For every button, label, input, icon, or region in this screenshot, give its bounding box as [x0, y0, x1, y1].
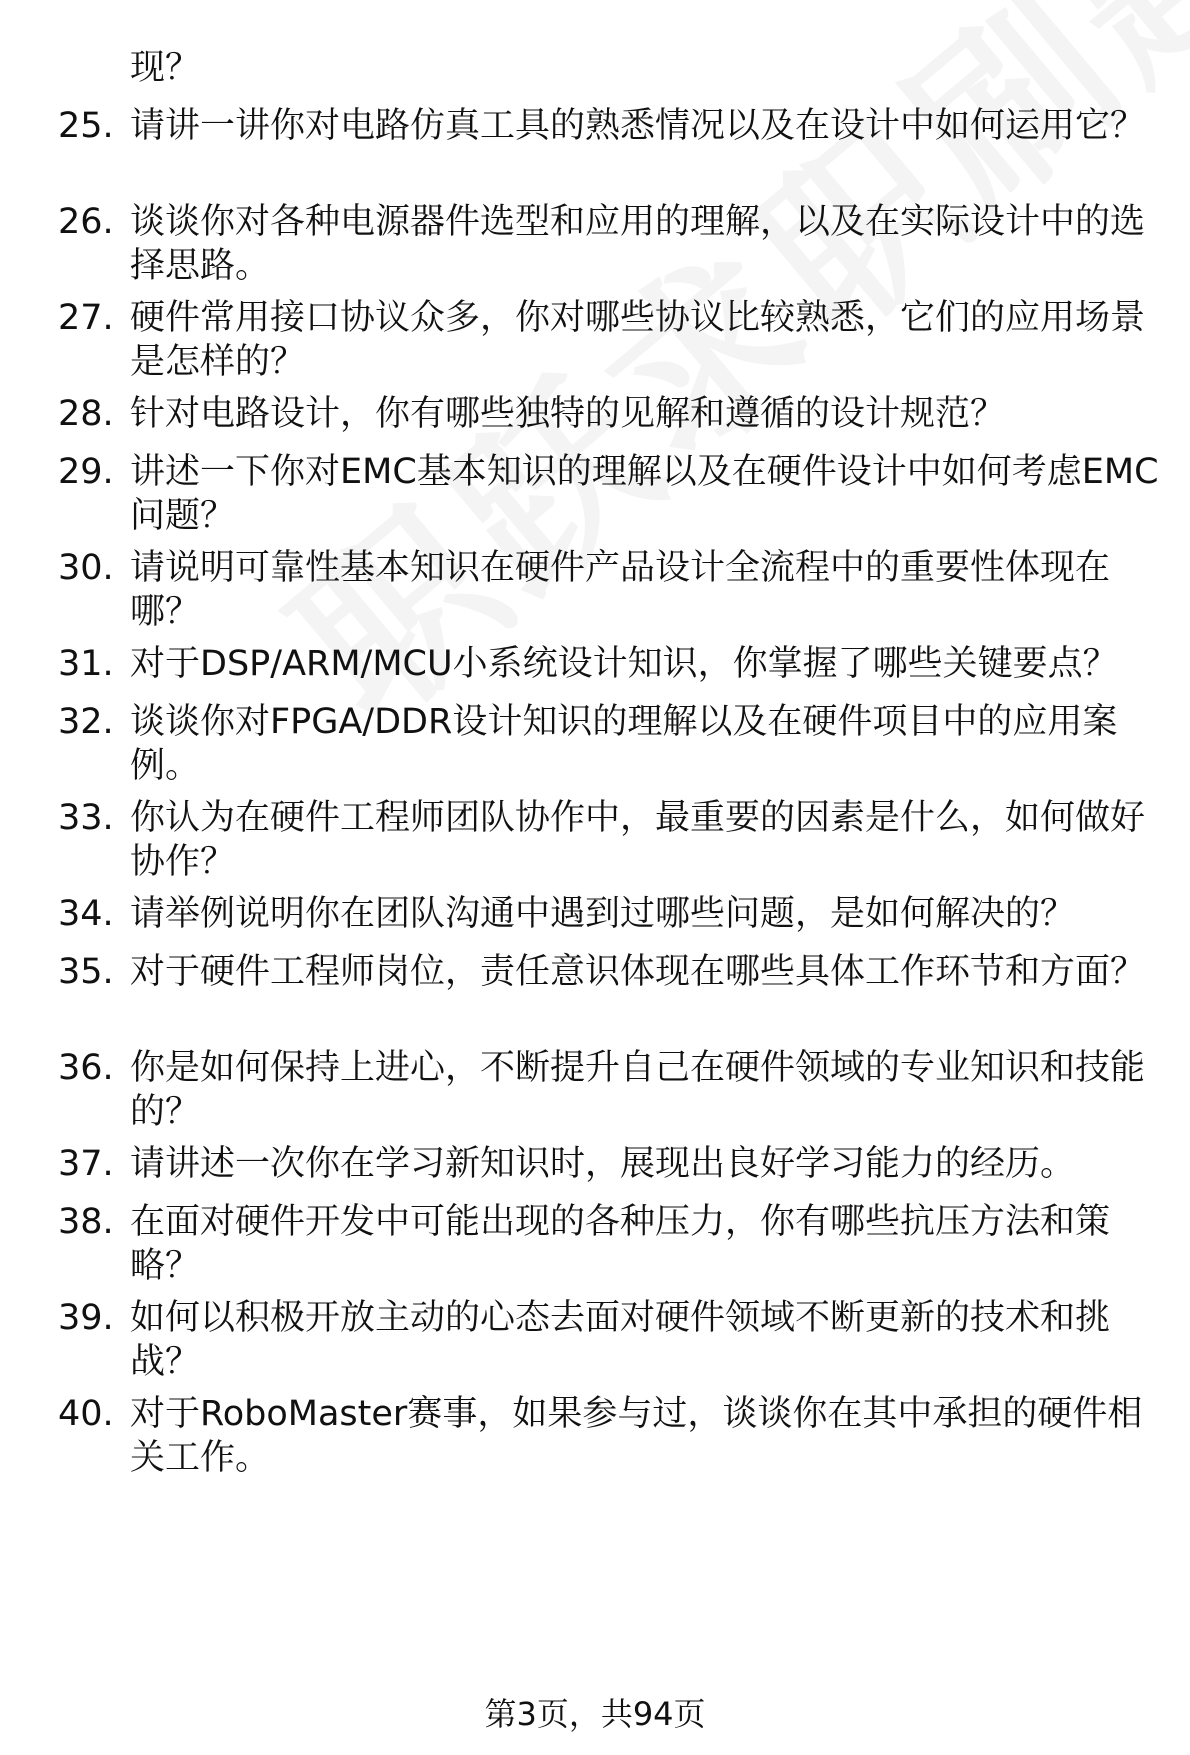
question-38: [58, 1200, 1168, 1288]
question-32: [58, 700, 1168, 788]
question-28: [58, 392, 1168, 436]
question-text: 你认为在硬件工程师团队协作中，最重要的因素是什么，如何做好协作？: [130, 798, 1146, 882]
question-text: 请讲一讲你对电路仿真工具的熟悉情况以及在设计中如何运用它？: [130, 106, 1146, 146]
question-number: 30.: [58, 548, 114, 588]
question-text: 对于RoboMaster赛事，如果参与过，谈谈你在其中承担的硬件相关工作。: [130, 1394, 1143, 1478]
question-25: [58, 104, 1168, 148]
question-number: 38.: [58, 1202, 114, 1242]
question-text: 请举例说明你在团队沟通中遇到过哪些问题，是如何解决的？: [130, 894, 1076, 934]
question-number: 31.: [58, 644, 114, 684]
question-number: 32.: [58, 702, 114, 742]
question-29: [58, 450, 1168, 538]
question-text: 针对电路设计，你有哪些独特的见解和遵循的设计规范？: [130, 394, 1006, 434]
question-number: 29.: [58, 452, 114, 492]
question-text: 对于DSP/ARM/MCU小系统设计知识，你掌握了哪些关键要点？: [130, 644, 1118, 684]
question-text: 在面对硬件开发中可能出现的各种压力，你有哪些抗压方法和策略？: [130, 1202, 1111, 1286]
question-number: 26.: [58, 202, 114, 242]
question-text: 讲述一下你对EMC基本知识的理解以及在硬件设计中如何考虑EMC问题？: [130, 452, 1159, 536]
question-text: 请说明可靠性基本知识在硬件产品设计全流程中的重要性体现在哪？: [130, 548, 1111, 632]
page-footer: 第3页，共94页: [484, 1695, 706, 1733]
question-31: [58, 642, 1168, 686]
question-number: 36.: [58, 1048, 114, 1088]
question-text: 请讲述一次你在学习新知识时，展现出良好学习能力的经历。: [130, 1144, 1076, 1184]
question-number: 28.: [58, 394, 114, 434]
question-number: 37.: [58, 1144, 114, 1184]
question-34: [58, 892, 1168, 936]
question-40: [58, 1392, 1168, 1480]
question-text: 谈谈你对FPGA/DDR设计知识的理解以及在硬件项目中的应用案例。: [130, 702, 1118, 786]
question-36: [58, 1046, 1168, 1134]
continuation-text: 现？: [130, 48, 201, 88]
question-27: [58, 296, 1168, 384]
question-text: 硬件常用接口协议众多，你对哪些协议比较熟悉，它们的应用场景是怎样的？: [130, 298, 1146, 382]
question-number: 34.: [58, 894, 114, 934]
question-number: 27.: [58, 298, 114, 338]
question-number: 35.: [58, 952, 114, 992]
question-number: 33.: [58, 798, 114, 838]
question-text: 你是如何保持上进心，不断提升自己在硬件领域的专业知识和技能的？: [130, 1048, 1146, 1132]
question-number: 25.: [58, 106, 114, 146]
question-number: 39.: [58, 1298, 114, 1338]
question-37: [58, 1142, 1168, 1186]
question-number: 40.: [58, 1394, 114, 1434]
question-26: [58, 200, 1168, 288]
question-35: [58, 950, 1168, 994]
question-30: [58, 546, 1168, 634]
question-33: [58, 796, 1168, 884]
question-text: 对于硬件工程师岗位，责任意识体现在哪些具体工作环节和方面？: [130, 952, 1146, 992]
question-text: 谈谈你对各种电源器件选型和应用的理解，以及在实际设计中的选择思路。: [130, 202, 1146, 286]
question-39: [58, 1296, 1168, 1384]
question-text: 如何以积极开放主动的心态去面对硬件领域不断更新的技术和挑战？: [130, 1298, 1111, 1382]
continuation-line: [58, 46, 1168, 90]
